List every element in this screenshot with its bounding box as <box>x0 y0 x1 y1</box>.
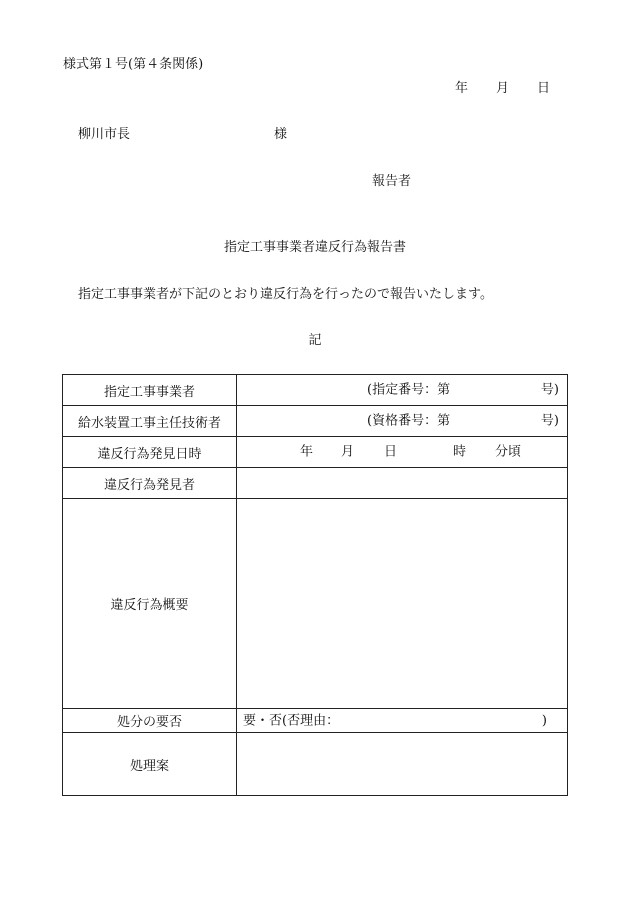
discovery-month-label: 月 <box>341 444 355 460</box>
table-row <box>63 437 568 468</box>
qualification-number-close: 号) <box>540 413 559 429</box>
chief-engineer-label: 給水装置工事主任技術者 <box>63 406 237 437</box>
ki-heading: 記 <box>308 333 322 348</box>
disposition-necessity-open: 要・否(否理由： <box>243 713 340 728</box>
table-row <box>63 406 568 437</box>
discoverer-field[interactable] <box>237 468 568 499</box>
handling-proposal-label: 処理案 <box>63 733 237 796</box>
designation-number-close: 号) <box>540 382 559 398</box>
designation-number-open: (指定番号：第 <box>367 382 451 398</box>
discoverer-label: 違反行為発見者 <box>63 468 237 499</box>
discovery-datetime-field[interactable] <box>237 437 568 468</box>
table-row <box>63 709 568 733</box>
discovery-datetime-label: 違反行為発見日時 <box>63 437 237 468</box>
disposition-necessity-close: ) <box>541 713 547 728</box>
addressee-name: 柳川市長 <box>78 127 131 142</box>
disposition-necessity-label: 処分の要否 <box>63 709 237 733</box>
date-month-label: 月 <box>495 81 509 96</box>
report-table <box>62 374 568 796</box>
date-line <box>455 82 550 95</box>
document-title: 指定工事事業者違反行為報告書 <box>223 240 406 255</box>
discovery-hour-label: 時 <box>453 444 467 460</box>
table-row <box>63 733 568 796</box>
disposition-necessity-field[interactable] <box>237 709 568 733</box>
body-text: 指定工事事業者が下記のとおり違反行為を行ったので報告いたします。 <box>78 287 493 302</box>
violation-summary-label: 違反行為概要 <box>63 499 237 709</box>
table-row <box>63 375 568 406</box>
discovery-year-label: 年 <box>300 444 314 460</box>
violation-summary-field[interactable] <box>237 499 568 709</box>
reporter-label: 報告者 <box>372 174 412 189</box>
discovery-day-label: 日 <box>384 444 398 460</box>
table-row <box>63 468 568 499</box>
date-year-label: 年 <box>454 81 468 96</box>
qualification-number-open: (資格番号：第 <box>367 413 451 429</box>
handling-proposal-field[interactable] <box>237 733 568 796</box>
date-day-label: 日 <box>536 81 550 96</box>
designated-contractor-field[interactable] <box>237 375 568 406</box>
discovery-minute-label: 分頃 <box>495 444 522 460</box>
designated-contractor-label: 指定工事事業者 <box>63 375 237 406</box>
table-row <box>63 499 568 709</box>
addressee-honorific: 様 <box>274 127 288 142</box>
chief-engineer-field[interactable] <box>237 406 568 437</box>
form-number: 様式第１号(第４条関係) <box>63 57 204 72</box>
